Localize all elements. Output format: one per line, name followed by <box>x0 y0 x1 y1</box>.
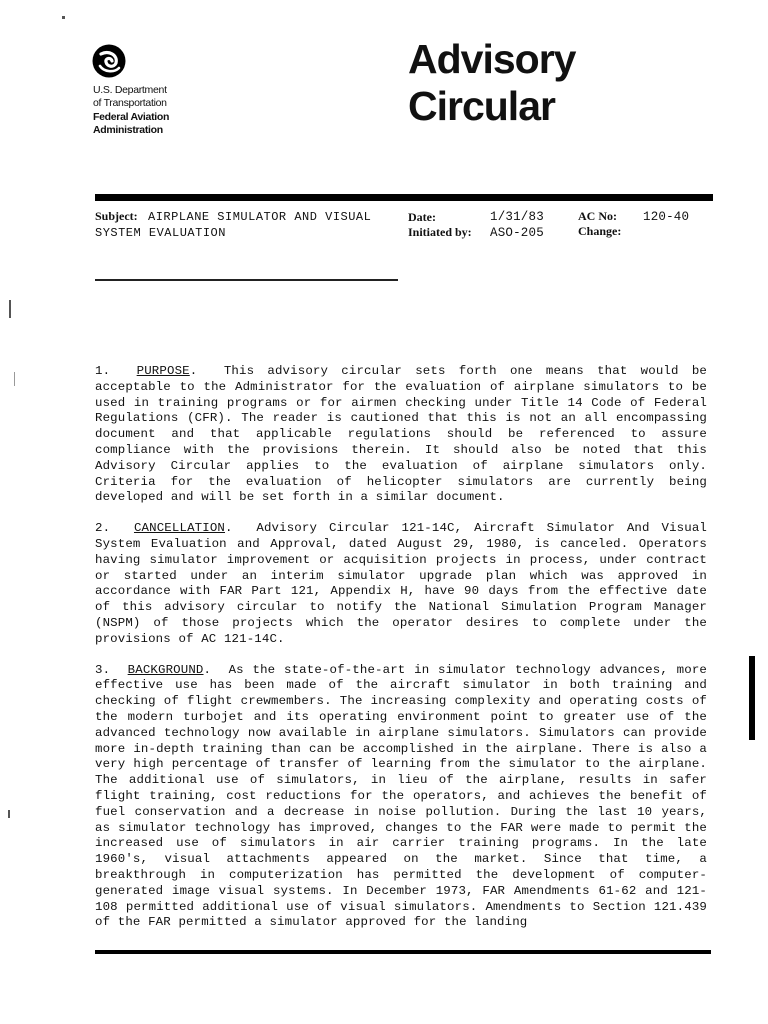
change-label: Change: <box>578 224 622 238</box>
section-text: Advisory Circular 121-14C, Aircraft Simulator And Visual System Evaluation and Approval, dated August 29, 1980, is canceled. Operators having simulator improvement or acquisition projects in process, under contract or started under an interim simulator upgrade plan which was approved in accordance with FAR Part 121, Appendix H, have 90 days from the effective date of this advisory circular to notify the National Simulation Program Manager (NSPM) of those projects which the operator desires to complete under the provisions of AC 121-14C. <box>95 521 708 646</box>
header-rule <box>95 194 713 201</box>
department-line-2: of Transportation <box>93 96 167 109</box>
title-line-1: Advisory <box>408 36 576 82</box>
date-label: Date: <box>408 210 436 224</box>
scan-mark <box>8 810 10 818</box>
department-line-1: U.S. Department <box>93 84 167 96</box>
agency-line-2: Administration <box>93 123 163 136</box>
document-body <box>95 364 707 946</box>
agency-block <box>93 84 169 136</box>
paragraph-cancellation: 2. CANCELLATION. Advisory Circular 121-14C, Aircraft Simulator And Visual System Evaluation and Approval, dated August 29, 1980, is canceled. Operators having simulator improvement or acquisition projects in process, under contract or started under an interim simulator upgrade plan which was approved in accordance with FAR Part 121, Appendix H, have 90 days from the effective date of this advisory circular to notify the National Simulation Program Manager (NSPM) of those projects which the operator desires to complete under the provisions of AC 121-14C. <box>95 521 708 646</box>
subject-rule <box>95 279 398 281</box>
section-text: This advisory circular sets forth one means that would be acceptable to the Administrator for the evaluation of airplane simulators to be used in training programs or for airmen checking under Title 14 Code of Federal Regulations (CFR). The reader is cautioned that this is not an all encompassing document and that applicable regulations should be referenced to assure compliance with the provisions therein. It should also be noted that this Advisory Circular applies to the evaluation of airplane simulators only. Criteria for the evaluation of helicopter simulators are currently being developed and will be set forth in a similar document. <box>95 364 707 505</box>
date-value: 1/31/83 <box>490 210 544 224</box>
section-number: 1. <box>95 364 111 378</box>
document-title <box>408 36 575 130</box>
section-heading: CANCELLATION <box>133 521 225 536</box>
section-number: 2. <box>95 521 111 536</box>
section-heading: BACKGROUND <box>127 662 204 677</box>
initiated-by-label: Initiated by: <box>408 225 472 239</box>
paragraph-background: 3. BACKGROUND. As the state-of-the-art in simulator technology advances, more effective use has been made of the aircraft simulator in both training and checking of flight crewmembers. The increasing complexity and operating costs of the modern turbojet and its operating environment point to greater use of the advanced technology now available in airplane simulators. Simulators can provide more in-depth training than can be accomplished in the airplane. There is also a very high percentage of transfer of learning from the simulator to the airplane. The additional use of simulators, in lieu of the airplane, results in safer flight training, cost reductions for the operators, and achieves the benefit of fuel conservation and a decrease in noise pollution. During the last 10 years, as simulator technology has improved, changes to the FAR were made to permit the increased use of simulators in air carrier training programs. In the late 1960's, visual attachments appeared on the market. Since that time, a breakthrough in computerization has permitted the development of computer-generated image visual systems. In December 1973, FAR Amendments 61-62 and 121-108 permitted additional use of visual simulators. Amendments to Section 121.439 of the FAR permitted a simulator approved for the landing <box>95 662 707 930</box>
scan-mark <box>62 16 65 19</box>
dot-logo-icon <box>92 44 126 78</box>
title-line-2: Circular <box>408 83 555 129</box>
section-number: 3. <box>95 662 111 677</box>
subject-value: AIRPLANE SIMULATOR AND VISUAL SYSTEM EVALUATION <box>95 210 372 240</box>
subject-label: Subject: <box>95 209 138 223</box>
section-text: As the state-of-the-art in simulator technology advances, more effective use has been made of the aircraft simulator in both training and checking of flight crewmembers. The increasing complexity and operating costs of the modern turbojet and its operating environment point to greater use of the advanced technology now available in airplane simulators. Simulators can provide more in-depth training than can be accomplished in the airplane. There is also a very high percentage of transfer of learning from the simulator to the airplane. The additional use of simulators, in lieu of the airplane, results in safer flight training, cost reductions for the operators, and achieves the benefit of fuel conservation and a decrease in noise pollution. During the last 10 years, as simulator technology has improved, changes to the FAR were made to permit the increased use of simulators in air carrier training programs. In the late 1960's, visual attachments appeared on the market. Since that time, a breakthrough in computerization has permitted the development of computer-generated image visual systems. In December 1973, FAR Amendments 61-62 and 121-108 permitted additional use of visual simulators. Amendments to Section 121.439 of the FAR permitted a simulator approved for the landing <box>95 662 707 930</box>
ac-number-value: 120-40 <box>643 210 690 224</box>
footer-rule <box>95 950 711 954</box>
ac-number-label: AC No: <box>578 209 617 223</box>
margin-change-bar <box>749 656 755 740</box>
paragraph-purpose: 1. PURPOSE. This advisory circular sets forth one means that would be acceptable to the Administrator for the evaluation of airplane simulators to be used in training programs or for airmen checking under Title 14 Code of Federal Regulations (CFR). The reader is cautioned that this is not an all encompassing document and that applicable regulations should be referenced to assure compliance with the provisions therein. It should also be noted that this Advisory Circular applies to the evaluation of airplane simulators only. Criteria for the evaluation of helicopter simulators are currently being developed and will be set forth in a similar document. <box>95 364 707 505</box>
initiated-by-value: ASO-205 <box>490 226 544 240</box>
section-heading: PURPOSE <box>136 364 190 378</box>
scan-mark <box>14 372 15 386</box>
scan-mark <box>9 300 11 318</box>
agency-line-1: Federal Aviation <box>93 111 170 123</box>
